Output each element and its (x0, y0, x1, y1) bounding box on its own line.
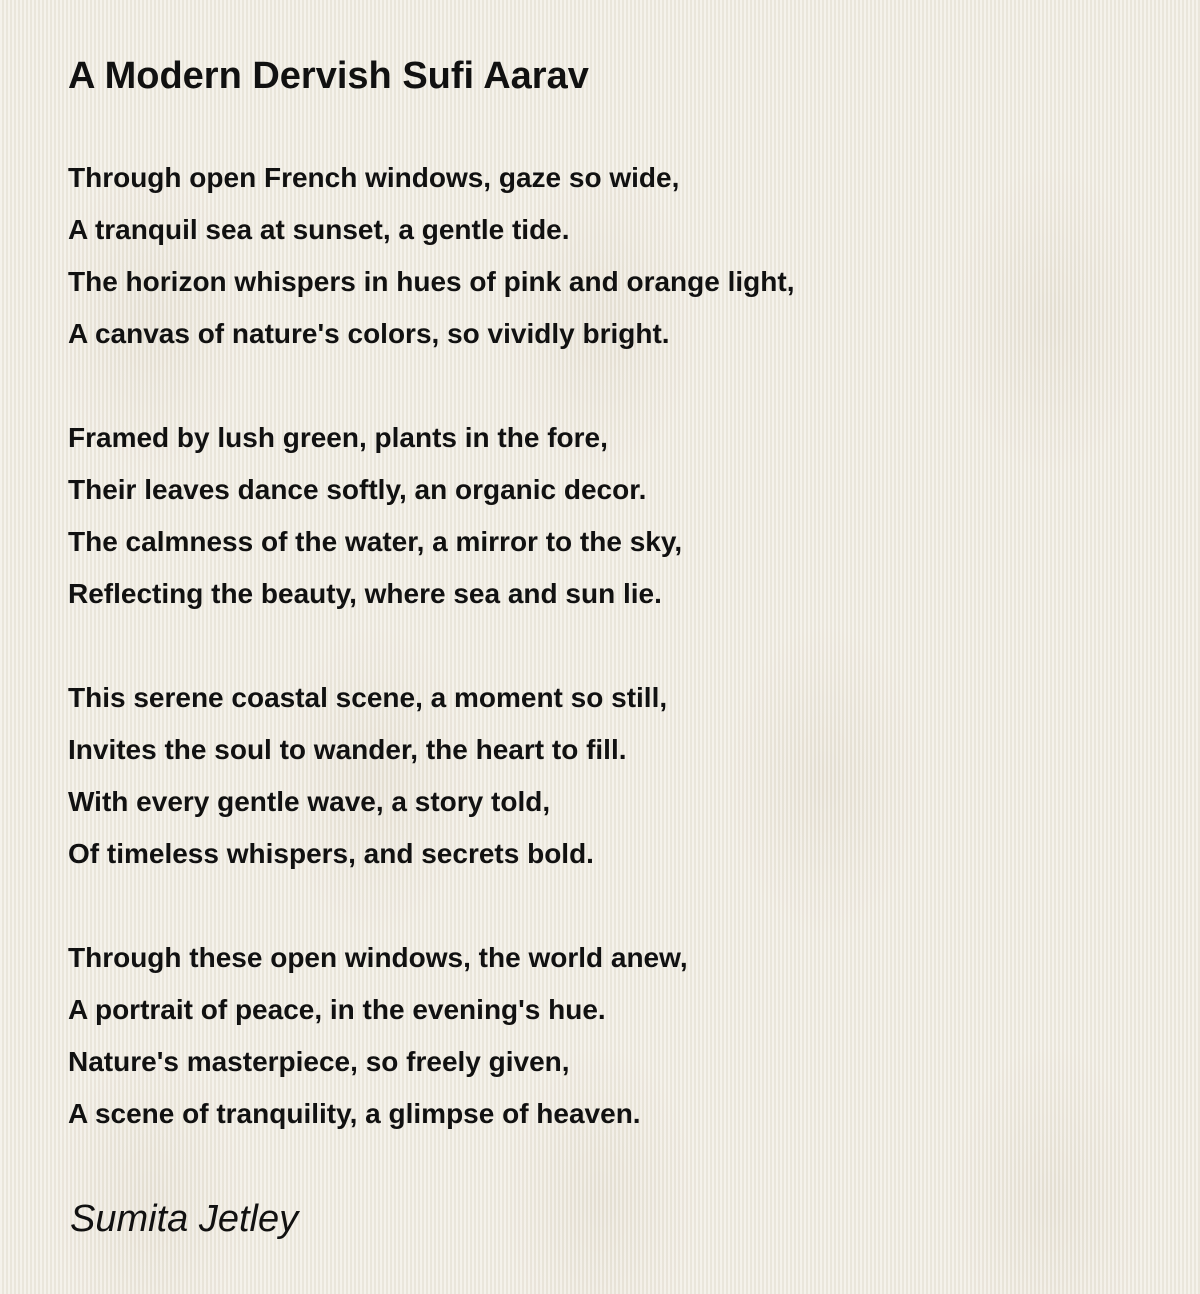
poem-title: A Modern Dervish Sufi Aarav (68, 55, 589, 97)
poem-line: Framed by lush green, plants in the fore, (68, 422, 608, 453)
poem-line: A tranquil sea at sunset, a gentle tide. (68, 214, 570, 245)
poem-line: Invites the soul to wander, the heart to fill. (68, 734, 627, 765)
poem-line: With every gentle wave, a story told, (68, 786, 551, 817)
poem-line: A canvas of nature's colors, so vividly bright. (68, 318, 670, 349)
stanza-2 (68, 412, 1168, 620)
poem-line: Through these open windows, the world anew, (68, 942, 688, 973)
poem-line: A portrait of peace, in the evening's hue. (68, 994, 606, 1025)
poem-line: The horizon whispers in hues of pink and orange light, (68, 266, 795, 297)
poem-author: Sumita Jetley (70, 1198, 299, 1240)
poem-line: The calmness of the water, a mirror to the sky, (68, 526, 683, 557)
poem-line: Through open French windows, gaze so wide, (68, 162, 680, 193)
poem-line: Their leaves dance softly, an organic decor. (68, 474, 647, 505)
poem-line: Of timeless whispers, and secrets bold. (68, 838, 594, 869)
stanza-4 (68, 932, 1168, 1140)
stanza-1 (68, 152, 1168, 360)
poem-line: This serene coastal scene, a moment so still, (68, 682, 668, 713)
poem-container (68, 52, 1168, 1192)
poem-line: A scene of tranquility, a glimpse of heaven. (68, 1098, 641, 1129)
poem-line: Reflecting the beauty, where sea and sun lie. (68, 578, 662, 609)
poem-line: Nature's masterpiece, so freely given, (68, 1046, 570, 1077)
stanza-3 (68, 672, 1168, 880)
